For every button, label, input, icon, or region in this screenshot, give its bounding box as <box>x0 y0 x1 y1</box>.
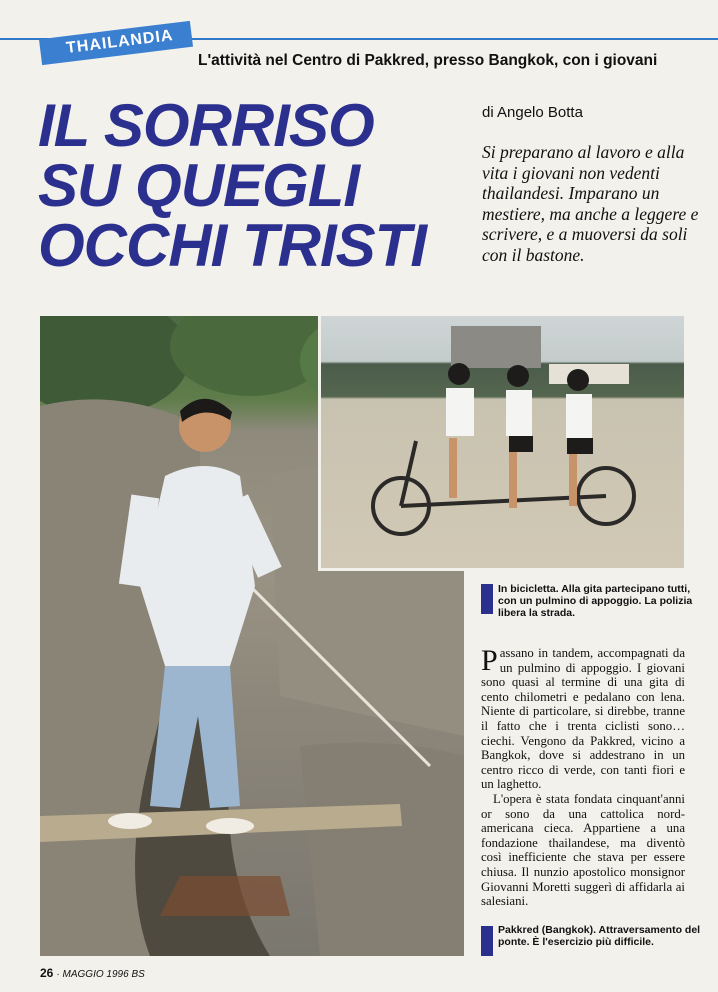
headline-line-2: SU QUEGLI <box>38 152 360 219</box>
byline: di Angelo Botta <box>482 104 583 121</box>
kicker: L'attività nel Centro di Pakkred, presso Bangkok, con i giovani <box>198 52 658 69</box>
caption-bicycle: In bicicletta. Alla gita partecipano tutti, con un pulmino di appoggio. La polizia libera la strada. <box>498 583 693 619</box>
headline <box>38 92 426 279</box>
caption-bridge: Pakkred (Bangkok). Attraversamento del ponte. È l'esercizio più difficile. <box>498 924 701 948</box>
caption-marker-2 <box>481 926 493 956</box>
headline-line-1: IL SORRISO <box>38 92 374 159</box>
caption-marker-1 <box>481 584 493 614</box>
photo-tandem-bicycle <box>318 316 684 571</box>
section-tag: THAILANDIA <box>39 21 193 65</box>
article-body <box>481 646 685 909</box>
issue-label: · MAGGIO 1996 BS <box>56 969 145 980</box>
page-number: 26 <box>40 966 54 980</box>
paragraph-2: L'opera è stata fondata cinquant'anni or sono da una cattolica nord-americana cieca. Appartiene a una fondazione thailandese, ma diventò così inefficiente che stava per essere chiusa. Il nunzio apostolico monsignor Giovanni Moretti suggerì di affidarla ai salesiani. <box>481 791 685 909</box>
deck: Si preparano al lavoro e alla vita i giovani non vedenti thailandesi. Imparano un mestiere, ma anche a leggere e scrivere, e a muoversi da soli con il bastone. <box>482 142 699 265</box>
photo-tandem-illustration <box>321 316 684 571</box>
paragraph-1 <box>481 646 685 792</box>
headline-line-3: OCCHI TRISTI <box>38 212 426 279</box>
paragraph-1-text: assano in tandem, accompagnati da un pulmino di appoggio. I giovani sono quasi al termine di una gita di cento chilometri e pedalano con lena. Niente di particolare, si direbbe, tranne il fatto che i trenta ciclisti sono… ciechi. Vengono da Pakkred, vicino a Bangkok, dove si addestrano in un centro ricco di verde, con tanti fiori e un laghetto. <box>481 646 685 792</box>
dropcap: P <box>481 644 498 677</box>
page-footer <box>40 966 145 980</box>
